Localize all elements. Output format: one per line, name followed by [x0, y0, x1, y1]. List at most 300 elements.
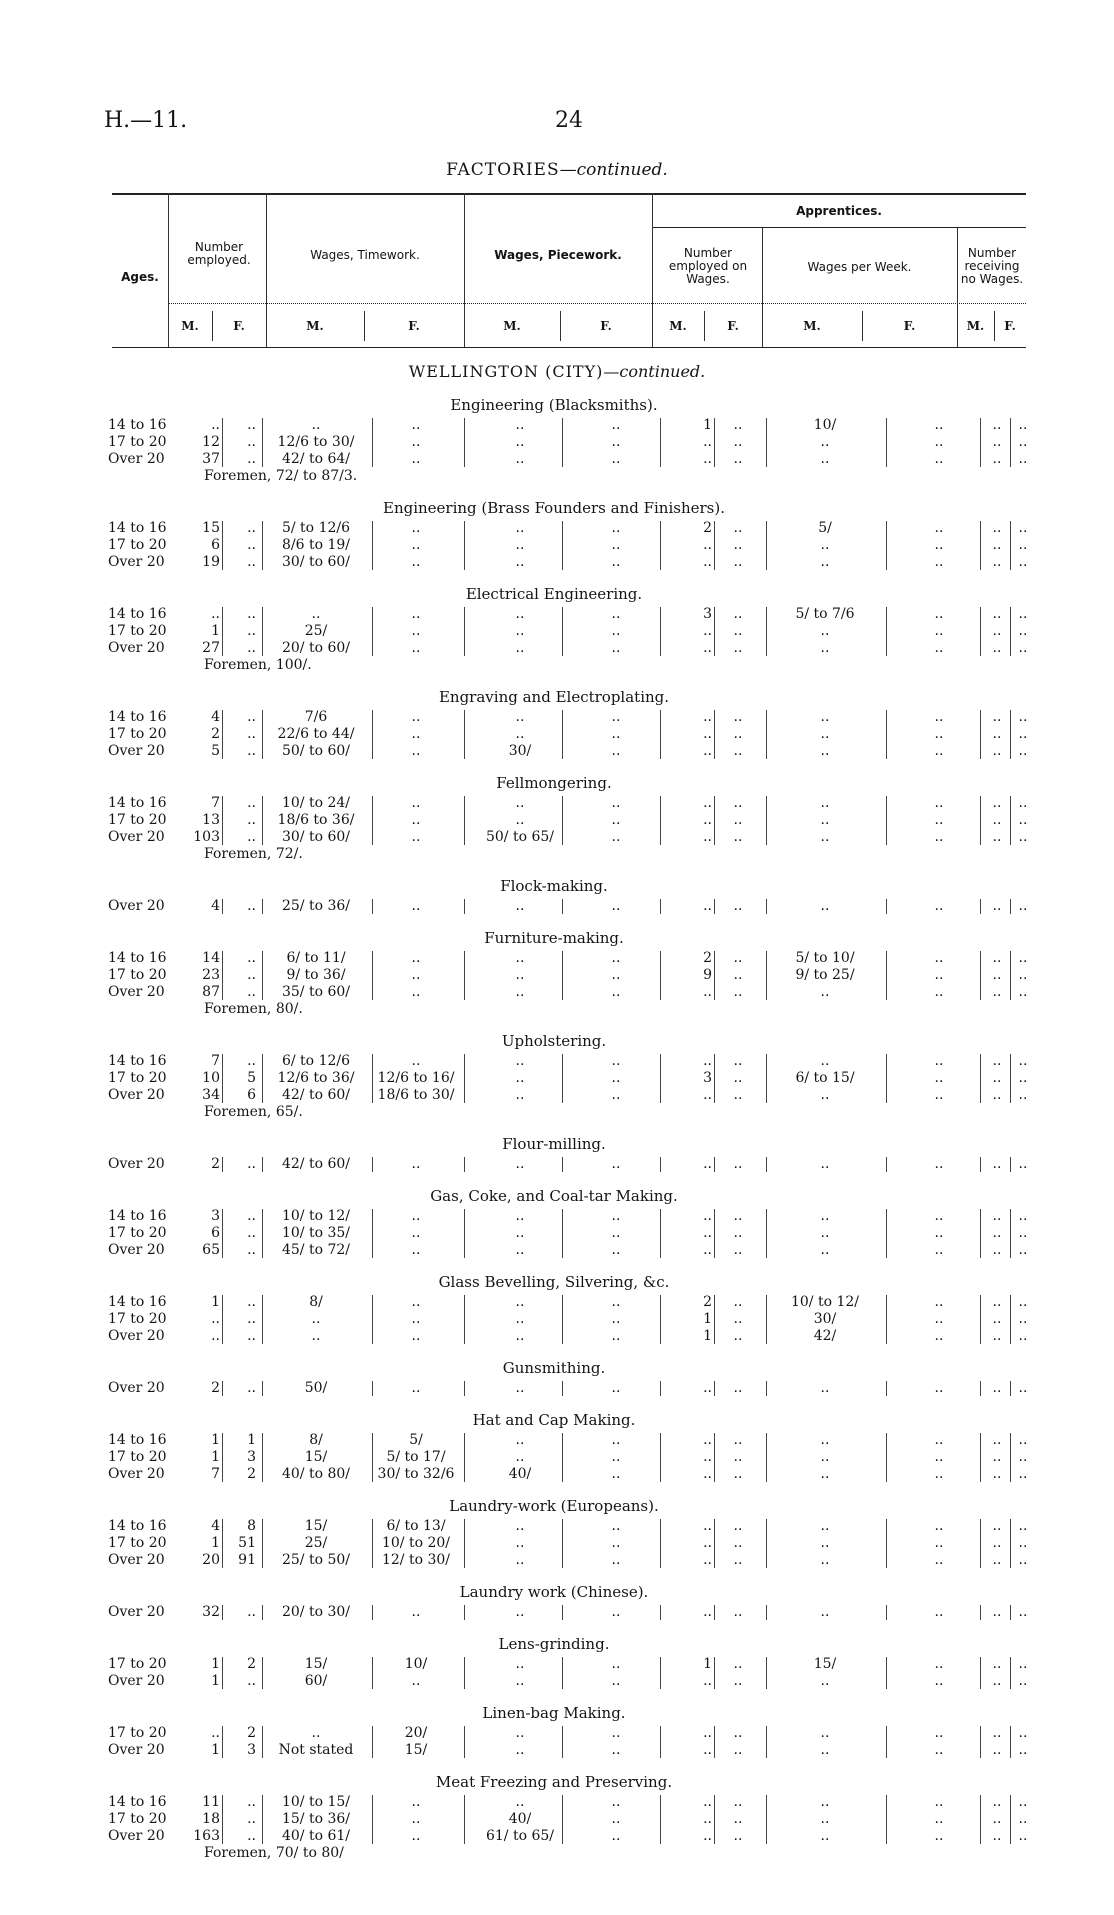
cell-apprentices-m: .. — [703, 1742, 712, 1758]
column-rule — [660, 1381, 661, 1396]
cell-apprentice-wage-f: .. — [934, 1225, 944, 1241]
cell-employed-m: .. — [211, 1725, 220, 1741]
cell-apprentices-m: .. — [703, 434, 712, 450]
table-row — [104, 1552, 1034, 1569]
cell-apprentice-wage-m: .. — [820, 434, 830, 450]
header-top-rule — [112, 193, 1026, 195]
cell-apprentices-m: .. — [703, 898, 712, 914]
column-rule — [464, 607, 465, 656]
column-rule — [222, 521, 223, 570]
cell-apprentices-m: .. — [703, 1811, 712, 1827]
cell-apprentice-wage-m: 10/ — [813, 417, 837, 433]
table-row — [104, 1432, 1034, 1449]
table-row — [104, 743, 1034, 760]
cell-employed-f: .. — [247, 1604, 256, 1620]
cell-timework-m: 15/ to 36/ — [281, 1811, 351, 1827]
column-rule — [980, 1657, 981, 1689]
cell-employed-m: 10 — [202, 1070, 220, 1086]
cell-employed-m: 6 — [211, 537, 220, 553]
cell-piecework-f: .. — [611, 1328, 621, 1344]
cell-piecework-f: .. — [611, 1087, 621, 1103]
cell-piecework-m: .. — [515, 1432, 525, 1448]
cell-apprentice-wage-f: .. — [934, 1449, 944, 1465]
cell-employed-f: .. — [247, 1328, 256, 1344]
cell-timework-f: .. — [411, 1604, 421, 1620]
column-rule — [714, 418, 715, 467]
cell-timework-m: 30/ to 60/ — [281, 554, 351, 570]
cell-no-wages-m: .. — [992, 1242, 1002, 1258]
cell-apprentice-wage-m: .. — [820, 1208, 830, 1224]
cell-apprentices-f: .. — [733, 1156, 743, 1172]
cell-employed-f: .. — [247, 984, 256, 1000]
cell-employed-m: 7 — [211, 795, 220, 811]
column-rule — [980, 1433, 981, 1482]
foremen-note: Foremen, 100/. — [204, 657, 312, 673]
cell-timework-f: .. — [411, 537, 421, 553]
cell-timework-f: .. — [411, 1053, 421, 1069]
cell-no-wages-f: .. — [1018, 1535, 1028, 1551]
cell-employed-m: 1 — [211, 1449, 220, 1465]
cell-no-wages-m: .. — [992, 1053, 1002, 1069]
cell-age: Over 20 — [108, 898, 165, 914]
cell-piecework-m: .. — [515, 537, 525, 553]
column-rule — [1010, 710, 1011, 759]
cell-no-wages-f: .. — [1018, 1604, 1028, 1620]
cell-timework-f: .. — [411, 1242, 421, 1258]
cell-no-wages-m: .. — [992, 829, 1002, 845]
cell-piecework-f: .. — [611, 1794, 621, 1810]
cell-piecework-f: .. — [611, 1449, 621, 1465]
section-title: Laundry-work (Europeans). — [449, 1497, 659, 1515]
column-rule — [372, 607, 373, 656]
foremen-note: Foremen, 70/ to 80/ — [204, 1845, 344, 1861]
table-row — [104, 1070, 1034, 1087]
cell-no-wages-m: .. — [992, 1725, 1002, 1741]
cell-no-wages-f: .. — [1018, 1466, 1028, 1482]
cell-no-wages-m: .. — [992, 1828, 1002, 1844]
column-rule — [660, 1795, 661, 1844]
cell-timework-f: .. — [411, 1225, 421, 1241]
page-number: 24 — [555, 108, 583, 133]
cell-piecework-f: .. — [611, 1070, 621, 1086]
cell-timework-f: 30/ to 32/6 — [377, 1466, 455, 1482]
cell-age: Over 20 — [108, 1828, 165, 1844]
cell-no-wages-f: .. — [1018, 1656, 1028, 1672]
column-rule — [372, 899, 373, 914]
cell-apprentices-m: .. — [703, 743, 712, 759]
column-rule — [372, 1054, 373, 1103]
cell-no-wages-f: .. — [1018, 1432, 1028, 1448]
column-rule — [660, 1209, 661, 1258]
table-row — [104, 1673, 1034, 1690]
column-rule — [1010, 521, 1011, 570]
column-rule — [714, 1519, 715, 1568]
column-rule — [464, 1381, 465, 1396]
cell-timework-f: .. — [411, 950, 421, 966]
cell-piecework-f: .. — [611, 1208, 621, 1224]
table-row — [104, 812, 1034, 829]
cell-piecework-f: .. — [611, 1552, 621, 1568]
column-rule — [660, 899, 661, 914]
cell-age: Over 20 — [108, 1380, 165, 1396]
cell-piecework-m: .. — [515, 1225, 525, 1241]
header-number-employed: Number employed. — [187, 240, 251, 267]
column-rule — [262, 1519, 263, 1568]
cell-apprentice-wage-f: .. — [934, 1518, 944, 1534]
cell-piecework-m: .. — [515, 1053, 525, 1069]
cell-timework-m: .. — [311, 606, 321, 622]
cell-no-wages-m: .. — [992, 1225, 1002, 1241]
cell-apprentices-f: .. — [733, 1294, 743, 1310]
cell-employed-m: 1 — [211, 1656, 220, 1672]
table-row — [104, 1828, 1034, 1845]
column-rule — [886, 1381, 887, 1396]
cell-age: 17 to 20 — [108, 1811, 167, 1827]
column-rule — [464, 1157, 465, 1172]
cell-apprentice-wage-f: .. — [934, 1053, 944, 1069]
cell-apprentice-wage-f: .. — [934, 537, 944, 553]
column-rule — [1010, 1605, 1011, 1620]
cell-employed-m: 12 — [202, 434, 220, 450]
foremen-note: Foremen, 65/. — [204, 1104, 303, 1120]
cell-piecework-m: 61/ to 65/ — [485, 1828, 555, 1844]
cell-apprentices-m: .. — [703, 1828, 712, 1844]
header-apprentices: Apprentices. — [796, 204, 882, 218]
cell-no-wages-f: .. — [1018, 623, 1028, 639]
cell-no-wages-f: .. — [1018, 1328, 1028, 1344]
cell-timework-m: .. — [311, 1328, 321, 1344]
column-rule — [464, 521, 465, 570]
cell-no-wages-f: .. — [1018, 743, 1028, 759]
cell-timework-f: .. — [411, 1208, 421, 1224]
column-rule — [372, 710, 373, 759]
column-rule — [766, 607, 767, 656]
header-ages: Ages. — [121, 270, 159, 284]
cell-apprentices-f: .. — [733, 1087, 743, 1103]
column-rule — [714, 1054, 715, 1103]
cell-apprentices-m: .. — [703, 640, 712, 656]
cell-age: 17 to 20 — [108, 537, 167, 553]
cell-timework-f: .. — [411, 1828, 421, 1844]
column-rule — [1010, 796, 1011, 845]
cell-timework-f: .. — [411, 417, 421, 433]
table-row — [104, 417, 1034, 434]
cell-employed-f: .. — [247, 1673, 256, 1689]
cell-employed-f: 2 — [247, 1466, 256, 1482]
cell-timework-f: 6/ to 13/ — [386, 1518, 446, 1534]
cell-piecework-m: .. — [515, 1604, 525, 1620]
cell-no-wages-m: .. — [992, 1535, 1002, 1551]
cell-apprentices-f: .. — [733, 1535, 743, 1551]
cell-apprentices-f: .. — [733, 1673, 743, 1689]
column-rule — [222, 418, 223, 467]
column-rule — [1010, 1295, 1011, 1344]
cell-no-wages-f: .. — [1018, 1518, 1028, 1534]
table-row — [104, 623, 1034, 640]
cell-employed-m: 34 — [202, 1087, 220, 1103]
cell-apprentice-wage-f: .. — [934, 1535, 944, 1551]
column-rule — [886, 951, 887, 1000]
column-rule — [980, 418, 981, 467]
cell-piecework-m: .. — [515, 1518, 525, 1534]
section-title: Glass Bevelling, Silvering, &c. — [438, 1273, 670, 1291]
cell-employed-f: .. — [247, 1380, 256, 1396]
cell-apprentices-f: .. — [733, 1604, 743, 1620]
cell-employed-m: 65 — [202, 1242, 220, 1258]
column-rule — [660, 710, 661, 759]
cell-age: 17 to 20 — [108, 1070, 167, 1086]
column-rule — [766, 1433, 767, 1482]
column-rule — [372, 1657, 373, 1689]
cell-no-wages-f: .. — [1018, 1242, 1028, 1258]
cell-piecework-f: .. — [611, 537, 621, 553]
cell-age: Over 20 — [108, 1466, 165, 1482]
cell-employed-f: .. — [247, 1311, 256, 1327]
cell-employed-m: 4 — [211, 898, 220, 914]
cell-apprentice-wage-m: .. — [820, 537, 830, 553]
column-rule — [222, 899, 223, 914]
cell-employed-m: 3 — [211, 1208, 220, 1224]
cell-timework-m: 10/ to 12/ — [281, 1208, 351, 1224]
cell-timework-f: .. — [411, 520, 421, 536]
cell-piecework-f: .. — [611, 1432, 621, 1448]
cell-timework-f: .. — [411, 1156, 421, 1172]
table-row — [104, 554, 1034, 571]
cell-piecework-f: .. — [611, 1811, 621, 1827]
cell-apprentices-m: 2 — [703, 520, 712, 536]
subheader-rule — [168, 303, 1026, 304]
cell-timework-m: 6/ to 12/6 — [281, 1053, 351, 1069]
column-rule — [562, 1381, 563, 1396]
cell-apprentices-f: .. — [733, 1208, 743, 1224]
cell-apprentice-wage-m: .. — [820, 623, 830, 639]
cell-piecework-f: .. — [611, 812, 621, 828]
table-row — [104, 1794, 1034, 1811]
column-rule — [714, 1433, 715, 1482]
column-rule — [562, 521, 563, 570]
cell-timework-f: .. — [411, 554, 421, 570]
cell-apprentice-wage-m: .. — [820, 984, 830, 1000]
cell-no-wages-m: .. — [992, 1328, 1002, 1344]
sub-m: M. — [669, 319, 687, 333]
column-rule — [980, 951, 981, 1000]
column-rule — [464, 1605, 465, 1620]
cell-piecework-m: .. — [515, 1328, 525, 1344]
cell-employed-f: .. — [247, 726, 256, 742]
cell-employed-m: 11 — [202, 1794, 220, 1810]
cell-no-wages-f: .. — [1018, 1380, 1028, 1396]
cell-employed-f: .. — [247, 967, 256, 983]
cell-age: Over 20 — [108, 1087, 165, 1103]
cell-employed-f: .. — [247, 417, 256, 433]
cell-apprentices-m: .. — [703, 1156, 712, 1172]
column-rule — [980, 1381, 981, 1396]
column-rule — [714, 607, 715, 656]
section-title: Linen-bag Making. — [482, 1704, 626, 1722]
cell-age: Over 20 — [108, 743, 165, 759]
cell-piecework-m: .. — [515, 1242, 525, 1258]
cell-employed-m: 4 — [211, 709, 220, 725]
cell-piecework-f: .. — [611, 1156, 621, 1172]
cell-age: Over 20 — [108, 829, 165, 845]
column-rule — [766, 418, 767, 467]
table-row — [104, 537, 1034, 554]
cell-apprentice-wage-f: .. — [934, 606, 944, 622]
cell-apprentices-f: .. — [733, 726, 743, 742]
cell-employed-f: 6 — [247, 1087, 256, 1103]
column-rule — [766, 1795, 767, 1844]
cell-employed-f: 8 — [247, 1518, 256, 1534]
cell-no-wages-f: .. — [1018, 1070, 1028, 1086]
cell-age: 14 to 16 — [108, 1294, 167, 1310]
cell-employed-m: 5 — [211, 743, 220, 759]
cell-employed-f: .. — [247, 554, 256, 570]
cell-apprentices-m: .. — [703, 537, 712, 553]
cell-apprentice-wage-m: .. — [820, 743, 830, 759]
cell-no-wages-m: .. — [992, 1156, 1002, 1172]
cell-piecework-m: 40/ — [508, 1811, 532, 1827]
table-row — [104, 1242, 1034, 1259]
cell-apprentices-f: .. — [733, 554, 743, 570]
cell-age: 17 to 20 — [108, 1449, 167, 1465]
cell-piecework-m: .. — [515, 417, 525, 433]
cell-employed-f: .. — [247, 743, 256, 759]
column-rule — [222, 607, 223, 656]
cell-apprentices-m: .. — [703, 1725, 712, 1741]
cell-timework-f: .. — [411, 640, 421, 656]
cell-apprentices-m: .. — [703, 1518, 712, 1534]
cell-apprentices-m: .. — [703, 1794, 712, 1810]
section-title: Gas, Coke, and Coal-tar Making. — [430, 1187, 678, 1205]
cell-piecework-m: .. — [515, 795, 525, 811]
cell-apprentice-wage-m: 5/ to 10/ — [795, 950, 855, 966]
cell-timework-m: 50/ to 60/ — [281, 743, 351, 759]
table-row — [104, 1449, 1034, 1466]
section-title: Flour-milling. — [502, 1135, 606, 1153]
cell-timework-f: .. — [411, 1673, 421, 1689]
cell-employed-f: .. — [247, 1828, 256, 1844]
column-rule — [372, 1381, 373, 1396]
cell-employed-f: .. — [247, 1053, 256, 1069]
cell-piecework-m: .. — [515, 451, 525, 467]
cell-apprentices-f: .. — [733, 1242, 743, 1258]
column-rule — [222, 1795, 223, 1844]
cell-no-wages-f: .. — [1018, 1294, 1028, 1310]
cell-no-wages-f: .. — [1018, 1794, 1028, 1810]
cell-piecework-f: .. — [611, 743, 621, 759]
cell-timework-m: 25/ — [304, 623, 328, 639]
cell-employed-m: .. — [211, 417, 220, 433]
cell-apprentice-wage-f: .. — [934, 950, 944, 966]
cell-apprentice-wage-m: .. — [820, 1449, 830, 1465]
cell-no-wages-m: .. — [992, 1673, 1002, 1689]
cell-employed-m: 32 — [202, 1604, 220, 1620]
cell-piecework-m: 30/ — [508, 743, 532, 759]
cell-apprentice-wage-f: .. — [934, 1811, 944, 1827]
cell-no-wages-m: .. — [992, 606, 1002, 622]
cell-apprentice-wage-f: .. — [934, 1794, 944, 1810]
cell-timework-m: 22/6 to 44/ — [277, 726, 355, 742]
cell-apprentice-wage-f: .. — [934, 1380, 944, 1396]
column-rule — [660, 1054, 661, 1103]
column-rule — [562, 1054, 563, 1103]
table-row — [104, 1087, 1034, 1104]
column-rule — [660, 1726, 661, 1758]
table-row — [104, 1725, 1034, 1742]
cell-apprentice-wage-m: .. — [820, 1380, 830, 1396]
table-row — [104, 434, 1034, 451]
header-receiving-no-wages: Number receiving no Wages. — [960, 246, 1024, 286]
cell-apprentice-wage-m: 9/ to 25/ — [795, 967, 855, 983]
column-rule — [562, 1295, 563, 1344]
cell-apprentice-wage-m: 6/ to 15/ — [795, 1070, 855, 1086]
cell-timework-m: 12/6 to 36/ — [277, 1070, 355, 1086]
cell-age: Over 20 — [108, 1673, 165, 1689]
cell-employed-f: .. — [247, 812, 256, 828]
column-rule — [980, 607, 981, 656]
cell-apprentice-wage-m: .. — [820, 1535, 830, 1551]
cell-piecework-m: .. — [515, 950, 525, 966]
cell-apprentice-wage-f: .. — [934, 812, 944, 828]
cell-apprentices-f: .. — [733, 640, 743, 656]
cell-piecework-m: .. — [515, 623, 525, 639]
cell-apprentice-wage-m: .. — [820, 1604, 830, 1620]
column-rule — [1010, 1054, 1011, 1103]
apprentices-rule — [652, 227, 1026, 228]
table-row — [104, 984, 1034, 1001]
cell-apprentices-f: .. — [733, 1466, 743, 1482]
header-bottom-rule — [112, 347, 1026, 348]
cell-no-wages-m: .. — [992, 1208, 1002, 1224]
column-rule — [714, 899, 715, 914]
column-rule — [562, 1605, 563, 1620]
cell-employed-f: .. — [247, 451, 256, 467]
cell-no-wages-f: .. — [1018, 950, 1028, 966]
column-rule — [714, 1726, 715, 1758]
cell-timework-f: 10/ — [404, 1656, 428, 1672]
column-rule — [262, 1433, 263, 1482]
cell-apprentices-f: .. — [733, 1811, 743, 1827]
cell-no-wages-f: .. — [1018, 434, 1028, 450]
section-title: Engineering (Blacksmiths). — [450, 396, 658, 414]
table-row — [104, 1328, 1034, 1345]
cell-apprentice-wage-m: .. — [820, 1087, 830, 1103]
cell-timework-m: .. — [311, 1725, 321, 1741]
cell-no-wages-m: .. — [992, 1466, 1002, 1482]
column-rule — [980, 1795, 981, 1844]
cell-no-wages-m: .. — [992, 950, 1002, 966]
table-row — [104, 1311, 1034, 1328]
cell-piecework-f: .. — [611, 623, 621, 639]
cell-no-wages-m: .. — [992, 726, 1002, 742]
cell-timework-m: 15/ — [304, 1518, 328, 1534]
cell-timework-f: 15/ — [404, 1742, 428, 1758]
column-rule — [980, 1209, 981, 1258]
cell-employed-m: 15 — [202, 520, 220, 536]
cell-employed-m: 2 — [211, 1156, 220, 1172]
cell-apprentice-wage-m: .. — [820, 451, 830, 467]
column-rule — [660, 1433, 661, 1482]
cell-apprentices-f: .. — [733, 1432, 743, 1448]
table-row — [104, 898, 1034, 915]
cell-apprentice-wage-m: 15/ — [813, 1656, 837, 1672]
running-head — [0, 160, 1114, 180]
column-rule — [562, 1657, 563, 1689]
table-row — [104, 1742, 1034, 1759]
cell-employed-m: 1 — [211, 1535, 220, 1551]
cell-apprentice-wage-m: 30/ — [813, 1311, 837, 1327]
cell-timework-m: 9/ to 36/ — [286, 967, 346, 983]
